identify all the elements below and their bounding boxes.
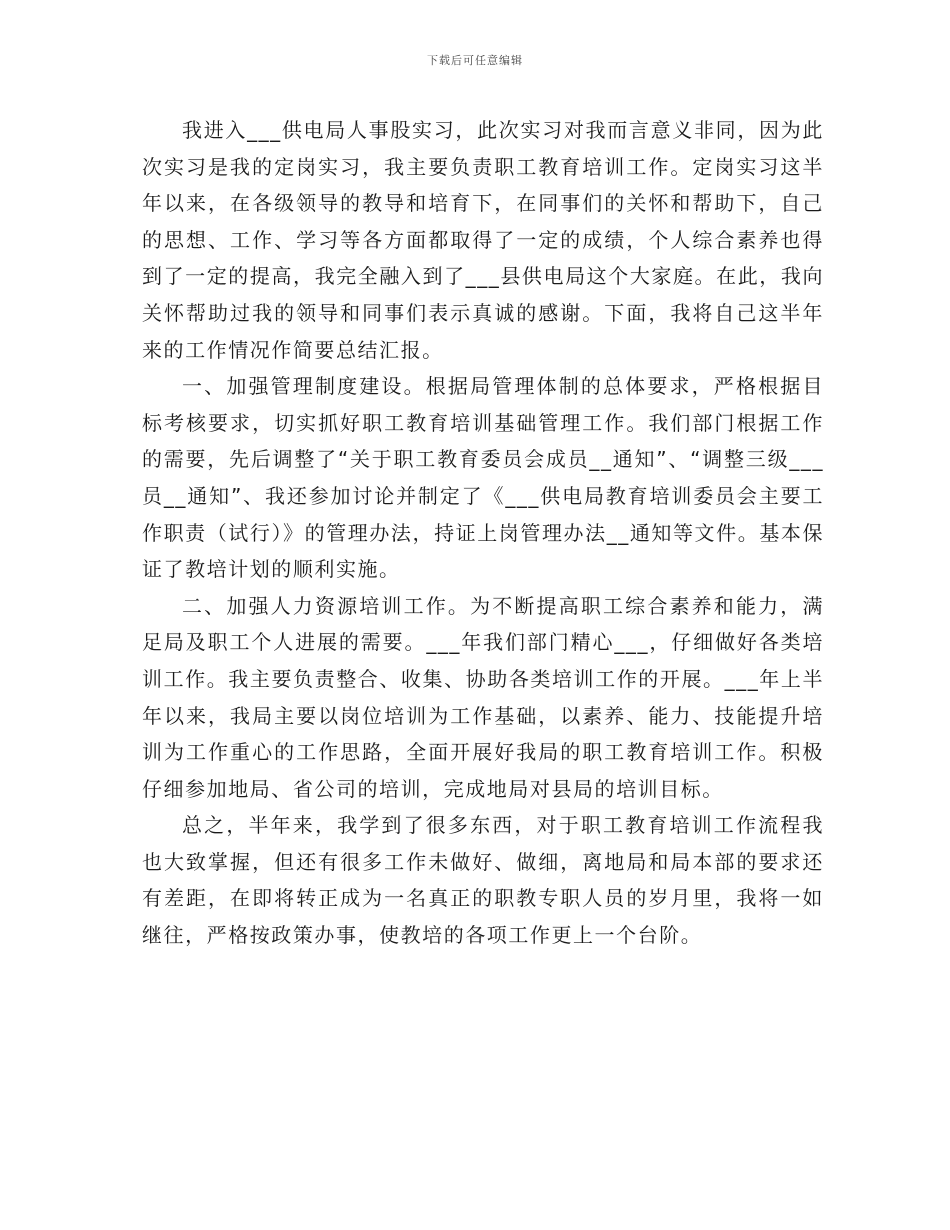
document-body — [142, 112, 824, 954]
paragraph-intro: 我进入___供电局人事股实习，此次实习对我而言意义非同，因为此次实习是我的定岗实习，我主要负责职工教育培训工作。定岗实习这半年以来，在各级领导的教导和培育下，在同事们的关怀和帮助下，自己的思想、工作、学习等各方面都取得了一定的成绩，个人综合素养也得到了一定的提高，我完全融入到了___县供电局这个大家庭。在此，我向关怀帮助过我的领导和同事们表示真诚的感谢。下面，我将自己这半年来的工作情况作简要总结汇报。 — [142, 118, 824, 362]
paragraph-conclusion: 总之，半年来，我学到了很多东西，对于职工教育培训工作流程我也大致掌握，但还有很多工作未做好、做细，离地局和局本部的要求还有差距，在即将转正成为一名真正的职教专职人员的岁月里，我将一如继往，严格按政策办事，使教培的各项工作更上一个台阶。 — [142, 813, 824, 948]
page-header: 下载后可任意编辑 — [427, 54, 523, 67]
paragraph-management-system: 一、加强管理制度建设。根据局管理体制的总体要求，严格根据目标考核要求，切实抓好职工教育培训基础管理工作。我们部门根据工作的需要，先后调整了“关于职工教育委员会成员__通知”、“调整三级___员__通知”、我还参加讨论并制定了《___供电局教育培训委员会主要工作职责（试行）》的管理办法，持证上岗管理办法__通知等文件。基本保证了教培计划的顺利实施。 — [142, 374, 824, 582]
paragraph-hr-training: 二、加强人力资源培训工作。为不断提高职工综合素养和能力，满足局及职工个人进展的需要。___年我们部门精心___，仔细做好各类培训工作。我主要负责整合、收集、协助各类培训工作的开展。___年上半年以来，我局主要以岗位培训为工作基础，以素养、能力、技能提升培训为工作重心的工作思路，全面开展好我局的职工教育培训工作。积极仔细参加地局、省公司的培训，完成地局对县局的培训目标。 — [142, 593, 824, 801]
